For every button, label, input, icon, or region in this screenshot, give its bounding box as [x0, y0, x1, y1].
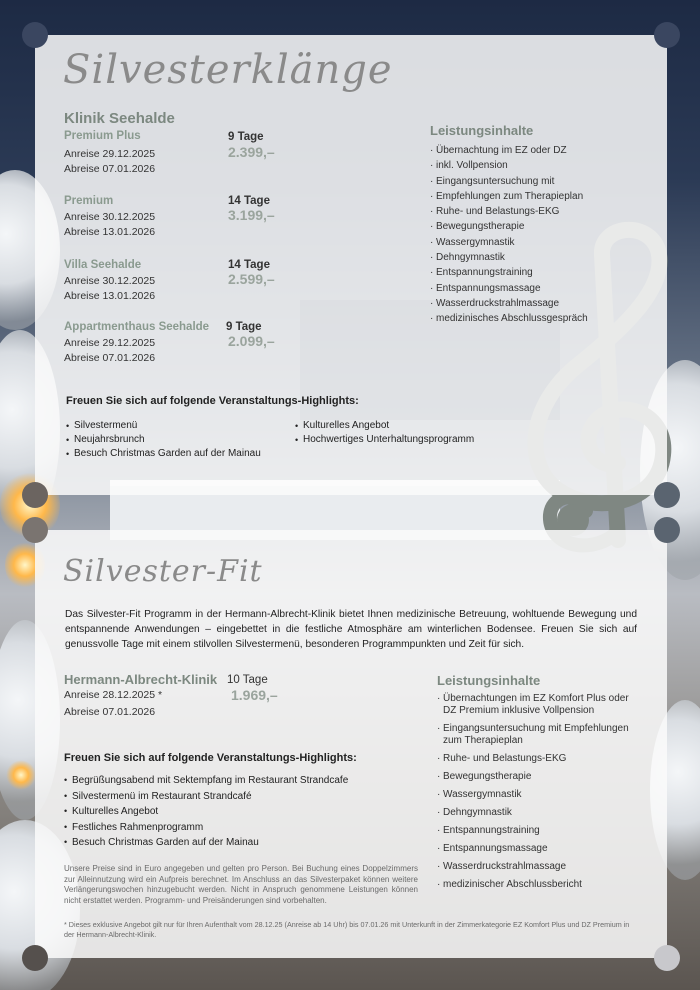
list-item: • Neujahrsbrunch [66, 433, 261, 447]
list-item: · Wasserdruckstrahlmassage [437, 861, 642, 873]
list-item: · Wassergymnastik [437, 789, 642, 801]
highlights-list [64, 773, 348, 851]
price: 2.599,– [228, 271, 275, 287]
intro-text: Das Silvester-Fit Programm in der Hermann-Albrecht-Klinik bietet Ihnen medizinische Betreuung, wohltuende Bewegung und entspannende Anwendungen – eingebettet in die festliche Atmosphäre am winterlichen Bodensee. Freuen Sie sich auf genussvolle Tage mit einem stilvollen Silvestermenü, besonderen Programmpunkten und Zeit für sich. [65, 609, 637, 650]
services-title: Leistungsinhalte [437, 673, 541, 688]
list-item: · Entspannungsmassage [437, 843, 642, 855]
highlights-title: Freuen Sie sich auf folgende Veranstaltungs-Highlights: [64, 752, 357, 764]
list-item: • Festliches Rahmenprogramm [64, 820, 348, 836]
list-item: · Übernachtungen im EZ Komfort Plus oder DZ Premium inklusive Vollpension [437, 693, 642, 717]
list-item: · medizinisches Abschlussgespräch [430, 311, 588, 326]
list-item: · medizinischer Abschlussbericht [437, 879, 642, 891]
list-item: • Besuch Christmas Garden auf der Mainau [66, 447, 261, 461]
list-item: · Wasserdruckstrahlmassage [430, 296, 588, 311]
clinic-name: Klinik Seehalde [64, 110, 175, 127]
silvester-fit-card: Silvester-Fit Das Silvester-Fit Programm in der Hermann-Albrecht-Klinik bietet Ihnen medizinische Betreuung, wohltuende Bewegung und entspannende Anwendungen – eingebettet in die festliche Atmosphäre am winterlichen Bodensee. Freuen Sie sich auf genussvolle Tage mit einem stilvollen Silvestermenü, besonderen Programmpunkten und Zeit für sich. Hermann-Albrecht-Klinik 10 Tage Anreise 28.12.2025 * 1.969,– Abreise 07.01.2026 Leistungsinhalte · Übernachtungen im EZ Komfort Plus oder DZ Premium inklusive Vollpension · Eingangsuntersuchung mit Empfehlungen zum Therapieplan · Ruhe- und Belastungs-EKG · Bewegungstherapie · Wassergymnastik · Dehngymnastik · Entspannungstraining · Entspannungsmassage · Wasserdruckstrahlmassage · medizinischer Abschlussbericht Freuen Sie sich auf folgende Veranstaltungs-Highlights: • Begrüßungsabend mit Sektempfang im Restaurant Strandcafe • Silvestermenü im Restaurant Strandcafé • Kulturelles Angebot • Festliches Rahmenprogramm • Besuch Christmas Garden auf der Mainau Unsere Preise sind in Euro angegeben und gelten pro Person. Bei Buchung eines Doppelzimmers zur Alleinnutzung wird ein Aufpreis berechnet. Im Anschluss an das Silvesterpaket können weitere Verlängerungswochen hinzugebucht werden. Nicht in Anspruch genommene Leistungen können nicht erstattet werden. Programm- und Preisänderungen sind vorbehalten. * Dieses exklusive Angebot gilt nur für Ihren Aufenthalt vom 28.12.25 (Anreise ab 14 Uhr) bis 07.01.26 mit Unterkunft in der Zimmerkategorie EZ Komfort Plus und DZ Premium in der Hermann-Albrecht-Klinik. [35, 530, 667, 958]
list-item: • Begrüßungsabend mit Sektempfang im Restaurant Strandcafe [64, 773, 348, 789]
list-item: • Hochwertiges Unterhaltungsprogramm [295, 433, 474, 447]
list-item: · Dehngymnastik [437, 807, 642, 819]
list-item: · Übernachtung im EZ oder DZ [430, 143, 588, 158]
list-item: · Dehngymnastik [430, 250, 588, 265]
list-item: · Entspannungstraining [437, 825, 642, 837]
list-item: • Kulturelles Angebot [64, 804, 348, 820]
list-item: · Ruhe- und Belastungs-EKG [437, 753, 642, 765]
list-item: · inkl. Vollpension [430, 158, 588, 173]
fineprint: Unsere Preise sind in Euro angegeben und gelten pro Person. Bei Buchung eines Doppelzimmers zur Alleinnutzung wird ein Aufpreis berechnet. Im Anschluss an das Silvesterpaket können weitere Verlängerungswochen hinzugebucht werden. Nicht in Anspruch genommene Leistungen können nicht erstattet werden. Programm- und Preisänderungen sind vorbehalten. [64, 864, 418, 905]
list-item: • Besuch Christmas Garden auf der Mainau [64, 835, 348, 851]
highlights-list-right [295, 419, 474, 447]
list-item: · Entspannungsmassage [430, 281, 588, 296]
list-item: • Silvestermenü im Restaurant Strandcafé [64, 789, 348, 805]
list-item: • Silvestermenü [66, 419, 261, 433]
list-item: · Eingangsuntersuchung mit [430, 174, 588, 189]
services-title: Leistungsinhalte [430, 123, 534, 138]
page-title: Silvesterklänge [63, 47, 393, 93]
footnote: * Dieses exklusive Angebot gilt nur für Ihren Aufenthalt vom 28.12.25 (Anreise ab 14 Uhr) bis 07.01.26 mit Unterkunft in der Zimmerkategorie EZ Komfort Plus und DZ Premium in der Hermann-Albrecht-Klinik. [64, 920, 630, 939]
price: 2.099,– [228, 333, 275, 349]
list-item: · Entspannungstraining [430, 265, 588, 280]
highlights-list [66, 419, 261, 461]
silvesterklaenge-card: Silvesterklänge Klinik Seehalde Premium Plus 9 Tage Anreise 29.12.2025 2.399,– Abreise 07.01.2026 Premium 14 Tage Anreise 30.12.2025 3.199,– Abreise 13.01.2026 Villa Seehalde 14 Tage Anreise 30.12.2025 2.599,– Abreise 13.01.2026 Appartmenthaus Seehalde 9 Tage Anreise 29.12.2025 2.099,– Abreise 07.01.2026 Leistungsinhalte · Übernachtung im EZ oder DZ · inkl. Vollpension · Eingangsuntersuchung mit · Empfehlungen zum Therapieplan · Ruhe- und Belastungs-EKG · Bewegungstherapie · Wassergymnastik · Dehngymnastik · Entspannungstraining · Entspannungsmassage · Wasserdruckstrahlmassage · medizinisches Abschlussgespräch Freuen Sie sich auf folgende Veranstaltungs-Highlights: • Silvestermenü • Neujahrsbrunch • Besuch Christmas Garden auf der Mainau • Kulturelles Angebot • Hochwertiges Unterhaltungsprogramm [35, 35, 667, 495]
list-item: · Empfehlungen zum Therapieplan [430, 189, 588, 204]
highlights-title: Freuen Sie sich auf folgende Veranstaltungs-Highlights: [66, 395, 359, 407]
section-title: Silvester-Fit [63, 554, 263, 589]
list-item: • Kulturelles Angebot [295, 419, 474, 433]
list-item: · Bewegungstherapie [430, 219, 588, 234]
price: 3.199,– [228, 207, 275, 223]
list-item: · Ruhe- und Belastungs-EKG [430, 204, 588, 219]
list-item: · Wassergymnastik [430, 235, 588, 250]
list-item: · Eingangsuntersuchung mit Empfehlungen zum Therapieplan [437, 723, 642, 747]
price: 2.399,– [228, 144, 275, 160]
services-list [437, 693, 642, 891]
list-item: · Bewegungstherapie [437, 771, 642, 783]
services-list [430, 143, 588, 327]
price: 1.969,– [231, 687, 278, 703]
